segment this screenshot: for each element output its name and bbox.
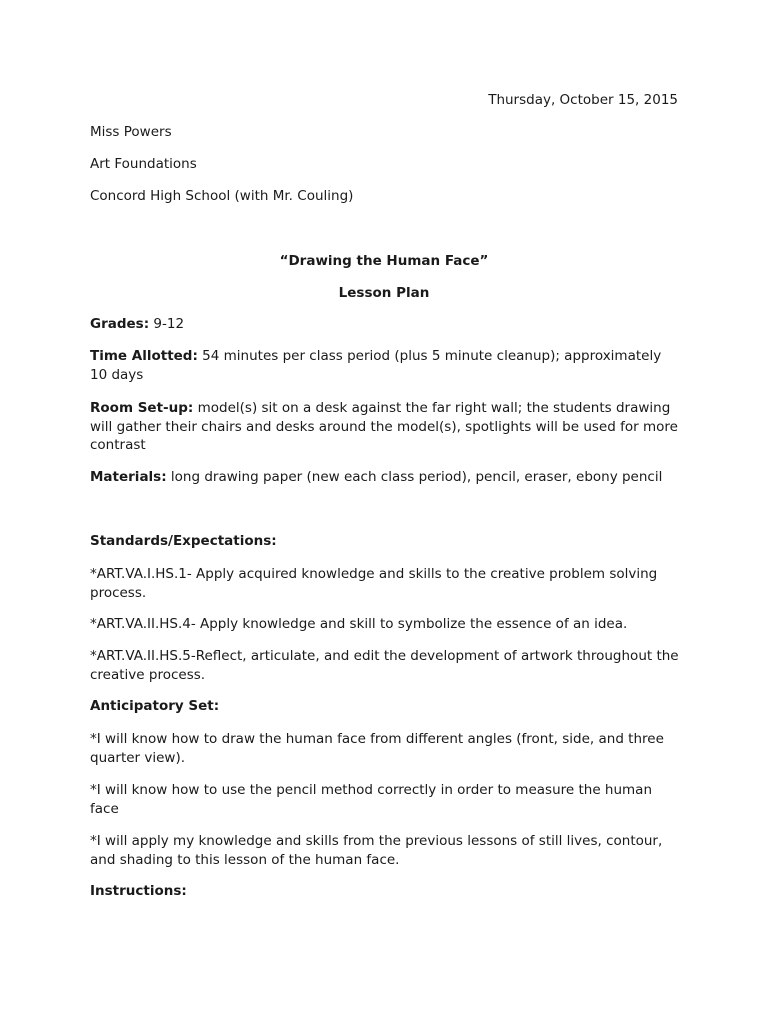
course-name: Art Foundations [90,156,197,172]
materials-label: Materials: [90,469,167,485]
anticipatory-item: *I will know how to draw the human face from different angles (front, side, and three quarter view). [90,731,664,766]
anticipatory-heading: Anticipatory Set: [90,698,220,714]
standard-item: *ART.VA.II.HS.5-Reflect, articulate, and edit the development of artwork throughout the creative process. [90,648,679,683]
standards-heading: Standards/Expectations: [90,533,277,549]
grades-line [90,315,680,334]
lesson-title: “Drawing the Human Face” [279,253,489,269]
grades-value: 9-12 [149,316,185,332]
materials-line [90,468,680,487]
time-allotted-value: 54 minutes per class period (plus 5 minute cleanup); approximately 10 days [90,348,662,383]
standard-item: *ART.VA.I.HS.1- Apply acquired knowledge and skills to the creative problem solving process. [90,566,658,601]
time-allotted-line [90,347,680,384]
school-name: Concord High School (with Mr. Couling) [90,188,354,204]
standard-item: *ART.VA.II.HS.4- Apply knowledge and skill to symbolize the essence of an idea. [90,616,628,632]
time-allotted-label: Time Allotted: [90,348,198,364]
materials-value: long drawing paper (new each class period), pencil, eraser, ebony pencil [166,469,663,485]
room-setup-value: model(s) sit on a desk against the far right wall; the students drawing will gather their chairs and desks around the model(s), spotlights will be used for more contrast [90,400,678,453]
anticipatory-item: *I will know how to use the pencil method correctly in order to measure the human face [90,782,653,817]
lesson-subtitle: Lesson Plan [338,285,430,301]
teacher-name: Miss Powers [90,124,172,140]
instructions-heading: Instructions: [90,883,187,899]
room-setup-line [90,399,680,455]
grades-label: Grades: [90,316,150,332]
room-setup-label: Room Set-up: [90,400,194,416]
lesson-date: Thursday, October 15, 2015 [488,92,678,108]
anticipatory-item: *I will apply my knowledge and skills from the previous lessons of still lives, contour, and shading to this lesson of the human face. [90,833,663,868]
